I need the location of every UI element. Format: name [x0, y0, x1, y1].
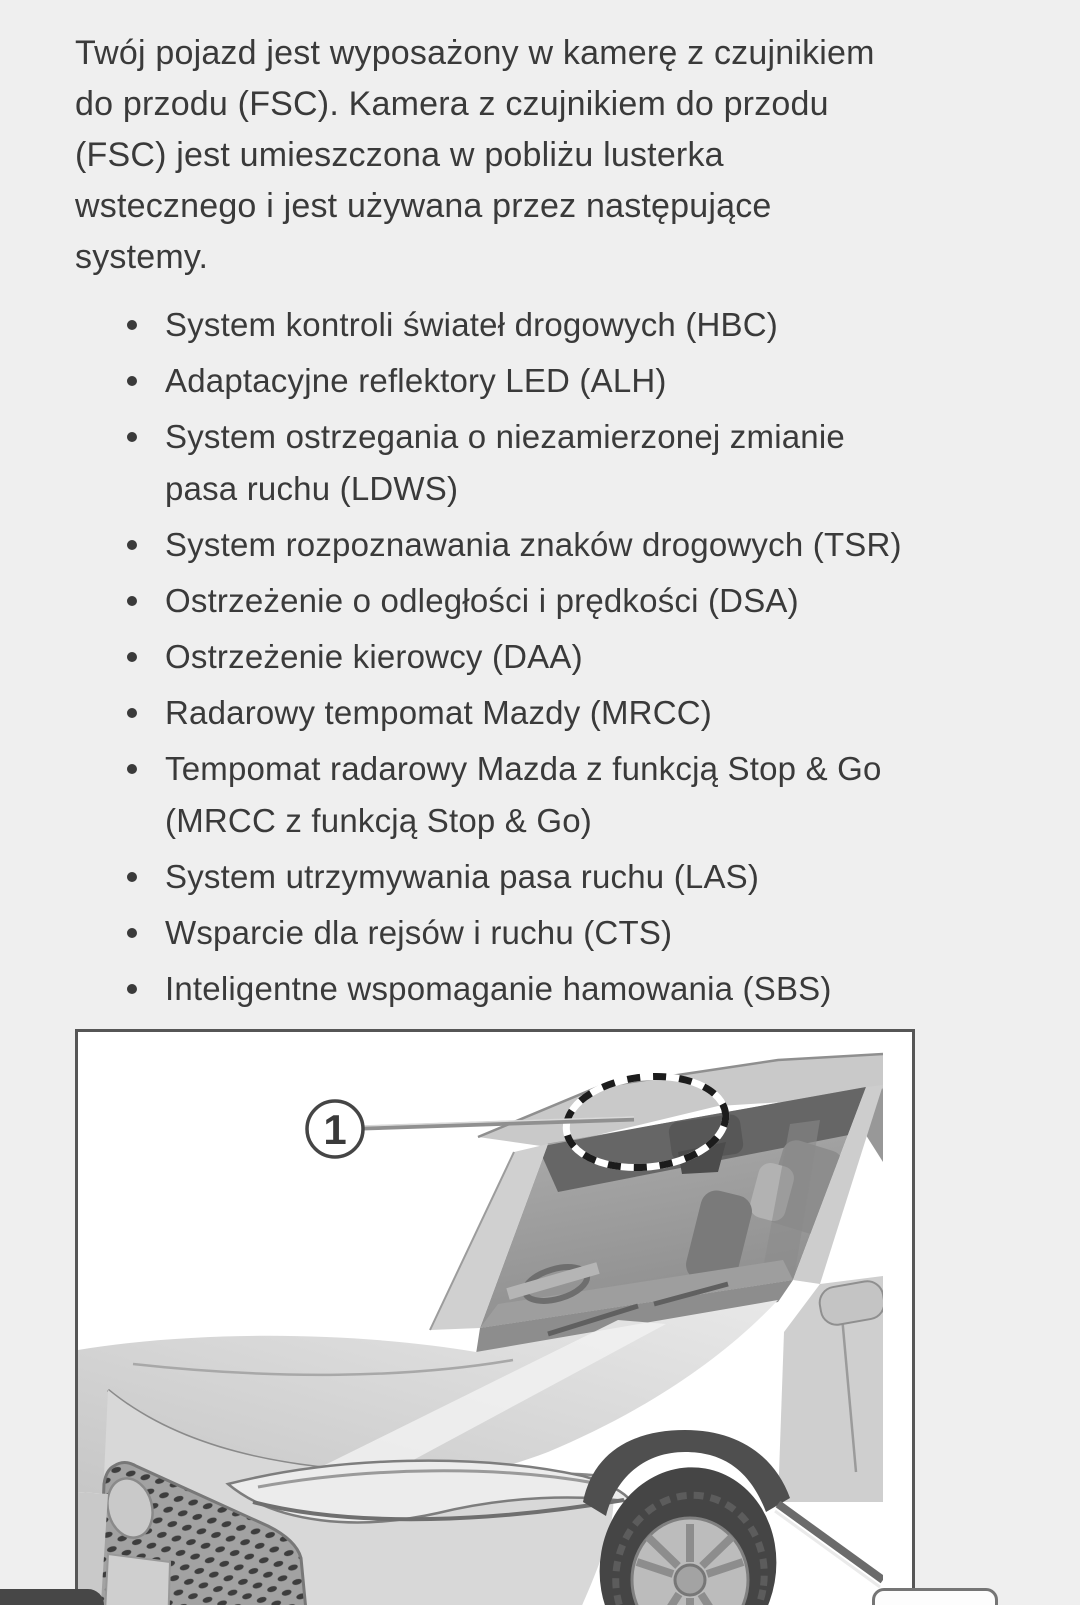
bottom-left-pill-button[interactable] — [0, 1589, 104, 1605]
list-item: Adaptacyjne reflektory LED (ALH) — [75, 355, 1008, 407]
bullet-icon — [127, 540, 137, 550]
bullet-icon — [127, 652, 137, 662]
callout-1-marker — [307, 1101, 363, 1157]
intro-line: systemy. — [75, 238, 209, 276]
bottom-right-button[interactable] — [872, 1588, 998, 1605]
list-item: System ostrzegania o niezamierzonej zmianie pasa ruchu (LDWS) — [75, 411, 1008, 515]
list-item: Ostrzeżenie kierowcy (DAA) — [75, 631, 1008, 683]
list-item: Inteligentne wspomaganie hamowania (SBS) — [75, 963, 1008, 1015]
intro-line: wstecznego i jest używana przez następujące — [75, 187, 772, 225]
vehicle-figure — [75, 1029, 915, 1605]
svg-text:1: 1 — [323, 1106, 347, 1153]
bullet-icon — [127, 432, 137, 442]
intro-line: Twój pojazd jest wyposażony w kamerę z czujnikiem — [75, 34, 875, 72]
list-item: Ostrzeżenie o odległości i prędkości (DSA) — [75, 575, 1008, 627]
list-item: Tempomat radarowy Mazda z funkcją Stop & Go (MRCC z funkcją Stop & Go) — [75, 743, 1008, 847]
bullet-icon — [127, 928, 137, 938]
list-item: System utrzymywania pasa ruchu (LAS) — [75, 851, 1008, 903]
bullet-icon — [127, 320, 137, 330]
bullet-icon — [127, 376, 137, 386]
bullet-icon — [127, 984, 137, 994]
systems-list — [75, 299, 1008, 1015]
list-item: Wsparcie dla rejsów i ruchu (CTS) — [75, 907, 1008, 959]
car-illustration — [78, 1032, 912, 1605]
intro-line: (FSC) jest umieszczona w pobliżu lusterka — [75, 136, 724, 174]
bullet-icon — [127, 872, 137, 882]
bullet-icon — [127, 596, 137, 606]
bullet-icon — [127, 708, 137, 718]
intro-line: do przodu (FSC). Kamera z czujnikiem do przodu — [75, 85, 829, 123]
list-item: System kontroli świateł drogowych (HBC) — [75, 299, 1008, 351]
bullet-icon — [127, 764, 137, 774]
list-item: Radarowy tempomat Mazdy (MRCC) — [75, 687, 1008, 739]
list-item: System rozpoznawania znaków drogowych (TSR) — [75, 519, 1008, 571]
intro-paragraph — [75, 28, 1008, 283]
